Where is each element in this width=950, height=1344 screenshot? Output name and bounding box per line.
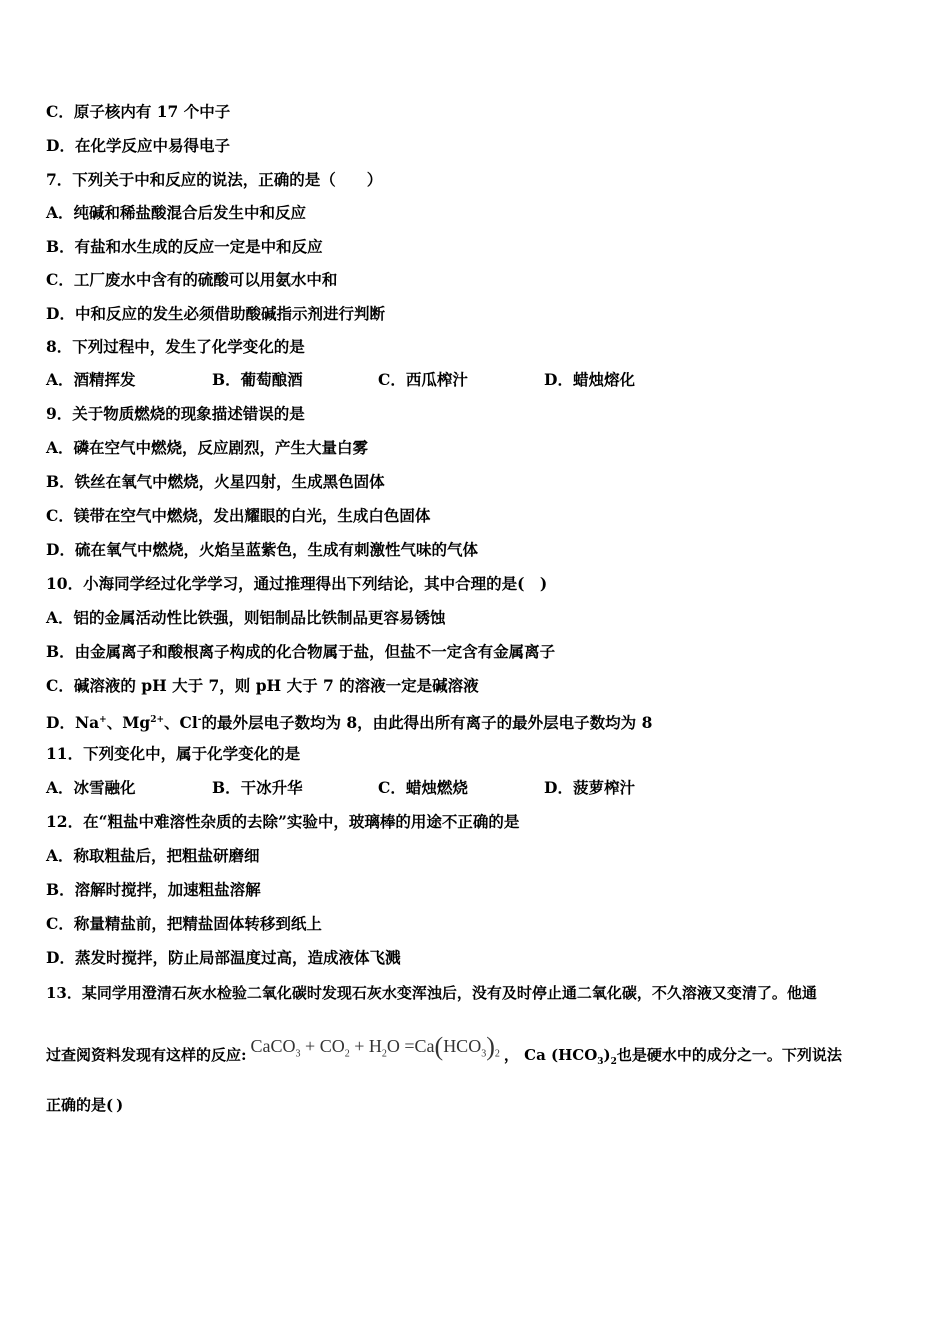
q13-stem-line1: 13．某同学用澄清石灰水检验二氧化碳时发现石灰水变浑浊后，没有及时停止通二氧化碳，不久溶液又变清了。他通 — [46, 984, 817, 1002]
q8-option-c: C．西瓜榨汁 — [378, 370, 468, 389]
q7-option-c: C．工厂废水中含有的硫酸可以用氨水中和 — [46, 270, 338, 289]
q8-stem: 8．下列过程中，发生了化学变化的是 — [46, 337, 305, 356]
q11-option-b: B．干冰升华 — [212, 778, 303, 797]
q8-option-d: D．蜡烛熔化 — [544, 370, 635, 389]
q13-stem-line2: 过查阅资料发现有这样的反应: CaCO$_3$ + $CO_2 + H_2O =Ca(HCO_3)_2$ ， Ca $(HCO_3)_2$也是硬水中的成分之一。下列说法 — [46, 1032, 842, 1067]
q9-stem: 9．关于物质燃烧的现象描述错误的是 — [46, 404, 305, 423]
q11-stem: 11．下列变化中，属于化学变化的是 — [46, 744, 301, 763]
q7-option-a: A．纯碱和稀盐酸混合后发生中和反应 — [46, 203, 307, 222]
q11-option-d: D．菠萝榨汁 — [544, 778, 635, 797]
q9-option-a: A．磷在空气中燃烧，反应剧烈，产生大量白雾 — [46, 438, 369, 457]
q12-option-a: A．称取粗盐后，把粗盐研磨细 — [46, 846, 260, 865]
q9-option-b: B．铁丝在氧气中燃烧，火星四射，生成黑色固体 — [46, 472, 385, 491]
q12-option-d: D．蒸发时搅拌，防止局部温度过高，造成液体飞溅 — [46, 948, 401, 967]
q10-option-b: B．由金属离子和酸根离子构成的化合物属于盐，但盐不一定含有金属离子 — [46, 642, 556, 661]
q10-stem: 10．小海同学经过化学学习，通过推理得出下列结论，其中合理的是( ) — [46, 574, 548, 593]
q7-stem: 7．下列关于中和反应的说法，正确的是（ ） — [46, 170, 383, 189]
q8-options — [46, 370, 635, 390]
q9-option-c: C．镁带在空气中燃烧，发出耀眼的白光，生成白色固体 — [46, 506, 431, 525]
q7-option-d: D．中和反应的发生必须借助酸碱指示剂进行判断 — [46, 304, 385, 323]
q12-stem: 12．在“粗盐中难溶性杂质的去除”实验中，玻璃棒的用途不正确的是 — [46, 812, 520, 831]
q9-option-d: D．硫在氧气中燃烧，火焰呈蓝紫色，生成有刺激性气味的气体 — [46, 540, 478, 559]
q10-option-d: D．Na+、$Mg^{2+}$、Cl-的最外层电子数均为 8，由此得出所有离子的最外层电子数均为 8 — [46, 713, 653, 733]
q8-option-b: B．葡萄酿酒 — [212, 370, 303, 389]
q10-option-a: A．铝的金属活动性比铁强，则铝制品比铁制品更容易锈蚀 — [46, 608, 446, 627]
q13-stem-line3: 正确的是( ) — [46, 1096, 124, 1114]
q12-option-c: C．称量精盐前，把精盐固体转移到纸上 — [46, 914, 322, 933]
q6-option-c: C．原子核内有 17 个中子 — [46, 102, 231, 121]
q6-option-d: D．在化学反应中易得电子 — [46, 136, 230, 155]
q7-option-b: B．有盐和水生成的反应一定是中和反应 — [46, 237, 323, 256]
q8-option-a: A．酒精挥发 — [46, 370, 136, 389]
q11-option-c: C．蜡烛燃烧 — [378, 778, 468, 797]
q10-option-c: C．碱溶液的 pH 大于 7，则 pH 大于 7 的溶液一定是碱溶液 — [46, 676, 479, 695]
q12-option-b: B．溶解时搅拌，加速粗盐溶解 — [46, 880, 261, 899]
q11-option-a: A．冰雪融化 — [46, 778, 136, 797]
q11-options — [46, 778, 635, 798]
reaction-equation: CaCO$_3$ + $CO_2 + H_2O =Ca(HCO_3)_2$ — [250, 1032, 500, 1061]
